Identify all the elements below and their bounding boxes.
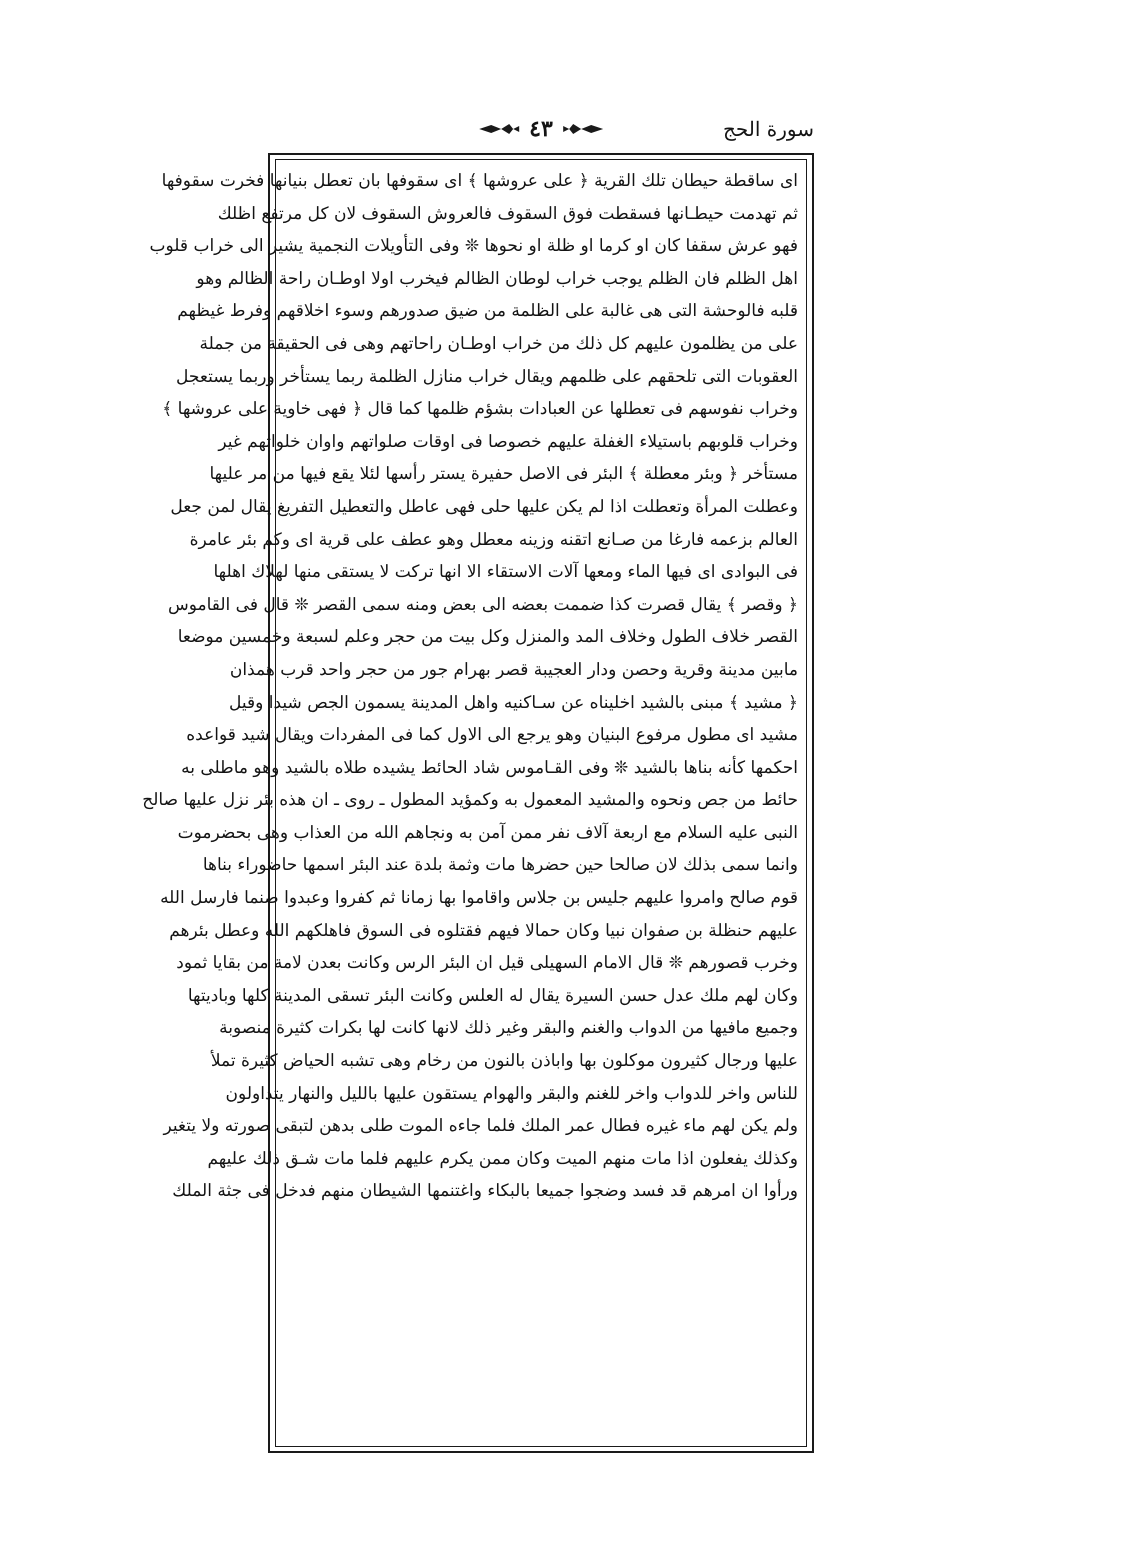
text-line: مشيد اى مطول مرفوع البنيان وهو يرجع الى الاول كما فى المفردات ويقال شيد قواعده [186, 725, 798, 746]
text-line: اى ساقطة حيطان تلك القرية ﴿ على عروشها ﴾ اى سقوفها بان تعطل بنيانها فخرت سقوفها [161, 171, 798, 191]
text-line: احكمها كأنه بناها بالشيد ❊ وفى القـاموس شاد الحائط يشيده طلاه بالشيد وهو ماطلى به [181, 757, 798, 778]
text-line: للناس واخر للدواب واخر للغنم والبقر والهوام يستقون عليها بالليل والنهار يتداولون [225, 1083, 798, 1104]
commentary-text [142, 165, 798, 1208]
text-frame [142, 153, 814, 1453]
text-line: وخراب قلوبهم باستيلاء الغفلة عليهم خصوصا فى اوقات صلواتهم واوان خلواتهم غير [218, 431, 798, 452]
text-line: حائط من جص ونحوه والمشيد المعمول به وكمؤيد المطول ـ روى ـ ان هذه بئر نزل عليها صالح [142, 790, 798, 811]
text-line: قلبه فالوحشة التى هى غالبة على الظلمة من ضيق صدورهم وسوء اخلاقهم وفرط غيظهم [177, 301, 798, 322]
text-line: ثم تهدمت حيطـانها فسقطت فوق السقوف فالعروش السقوف لان كل مرتفع اظلك [217, 203, 798, 224]
left-ornament-icon [477, 122, 521, 136]
text-line: على من يظلمون عليهم كل ذلك من خراب اوطـان راحاتهم وهى فى الحقيقة من جملة [199, 333, 798, 354]
text-line: قوم صالح وامروا عليهم جليس بن جلاس واقاموا بها زمانا ثم كفروا وعبدوا صنما فارسل الله [160, 888, 798, 909]
text-line: ورأوا ان امرهم قد فسد وضجوا جميعا بالبكاء واغتنمها الشيطان منهم فدخل فى جثة الملك [172, 1181, 798, 1202]
text-line: مستأخر ﴿ وبئر معطلة ﴾ البئر فى الاصل حفيرة يستر رأسها لئلا يقع فيها من مر عليها [209, 464, 798, 485]
text-line: العقوبات التى تلحقهم على ظلمهم ويقال خراب منازل الظلمة ربما يستأخر وربما يستعجل [176, 366, 798, 387]
text-line: وكان لهم ملك عدل حسن السيرة يقال له العلس وكانت البئر تسقى المدينة كلها وباديتها [187, 985, 798, 1006]
page-header [268, 114, 814, 154]
text-line: عليها ورجال كثيرون موكلون بها واباذن بالنون من رخام وهى تشبه الحياض كثيرة تملأ [210, 1051, 798, 1072]
text-line: العالم بزعمه فارغا من صـانع اتقنه وزينه معطل وهو عطف على قرية اى وكم بئر عامرة [189, 529, 798, 550]
text-line: وكذلك يفعلون اذا مات منهم الميت وكان ممن يكرم عليهم فلما مات شـق ذلك عليهم [207, 1148, 798, 1169]
text-line: القصر خلاف الطول وخلاف المد والمنزل وكل بيت من حجر وعلم لسبعة وخمسين موضعا [177, 627, 798, 648]
text-line: وانما سمى بذلك لان صالحا حين حضرها مات وثمة بلدة عند البئر اسمها حاضوراء بناها [202, 855, 798, 876]
text-line: فى البوادى اى فيها الماء ومعها آلات الاستقاء الا انها تركت لا يستقى منها لهلاك اهلها [213, 562, 798, 583]
text-line: وخراب نفوسهم فى تعطلها عن العبادات بشؤم ظلمها كما قال ﴿ فهى خاوية على عروشها ﴾ [162, 399, 798, 420]
text-line: وجميع مافيها من الدواب والغنم والبقر وغير ذلك لانها كانت لها بكرات كثيرة منصوبة [219, 1018, 798, 1039]
text-line: وخرب قصورهم ❊ قال الامام السهيلى قيل ان البئر الرس وكانت بعدن لامة من بقايا ثمود [176, 953, 798, 974]
text-line: ولم يكن لهم ماء غيره فطال عمر الملك فلما جاءه الموت طلى بدهن لتبقى صورته ولا يتغير [163, 1116, 798, 1137]
text-line: اهل الظلم فان الظلم يوجب خراب لوطان الظالم فيخرب اولا اوطـان راحة الظالم وهو [196, 268, 798, 289]
text-line: مابين مدينة وقرية وحصن ودار العجيبة قصر بهرام جور من حجر واحد قرب همذان [229, 659, 798, 680]
text-line: فهو عرش سقفا كان او كرما او ظلة او نحوها ❊ وفى التأويلات النجمية يشير الى خراب قلوب [149, 236, 798, 257]
right-ornament-icon [561, 122, 605, 136]
page-number: ٤٣ [529, 116, 553, 142]
page-number-ornament [477, 114, 605, 144]
text-line: عليهم حنظلة بن صفوان نبيا وكان حمالا فيهم فقتلوه فى السوق فاهلكهم الله وعطل بئرهم [169, 920, 798, 941]
text-line: النبى عليه السلام مع اربعة آلاف نفر ممن آمن به ونجاهم الله من العذاب وهى بحضرموت [177, 822, 798, 843]
surah-name-header: سورة الحج [722, 117, 814, 141]
text-line: ﴿ مشيد ﴾ مبنى بالشيد اخليناه عن سـاكنيه واهل المدينة يسمون الجص شيدا وقيل [229, 692, 798, 713]
text-line: وعطلت المرأة وتعطلت اذا لم يكن عليها حلى فهى عاطل والتعطيل التفريغ يقال لمن جعل [170, 496, 798, 517]
text-line: ﴿ وقصر ﴾ يقال قصرت كذا ضممت بعضه الى بعض ومنه سمى القصر ❊ قال فى القاموس [167, 594, 798, 615]
